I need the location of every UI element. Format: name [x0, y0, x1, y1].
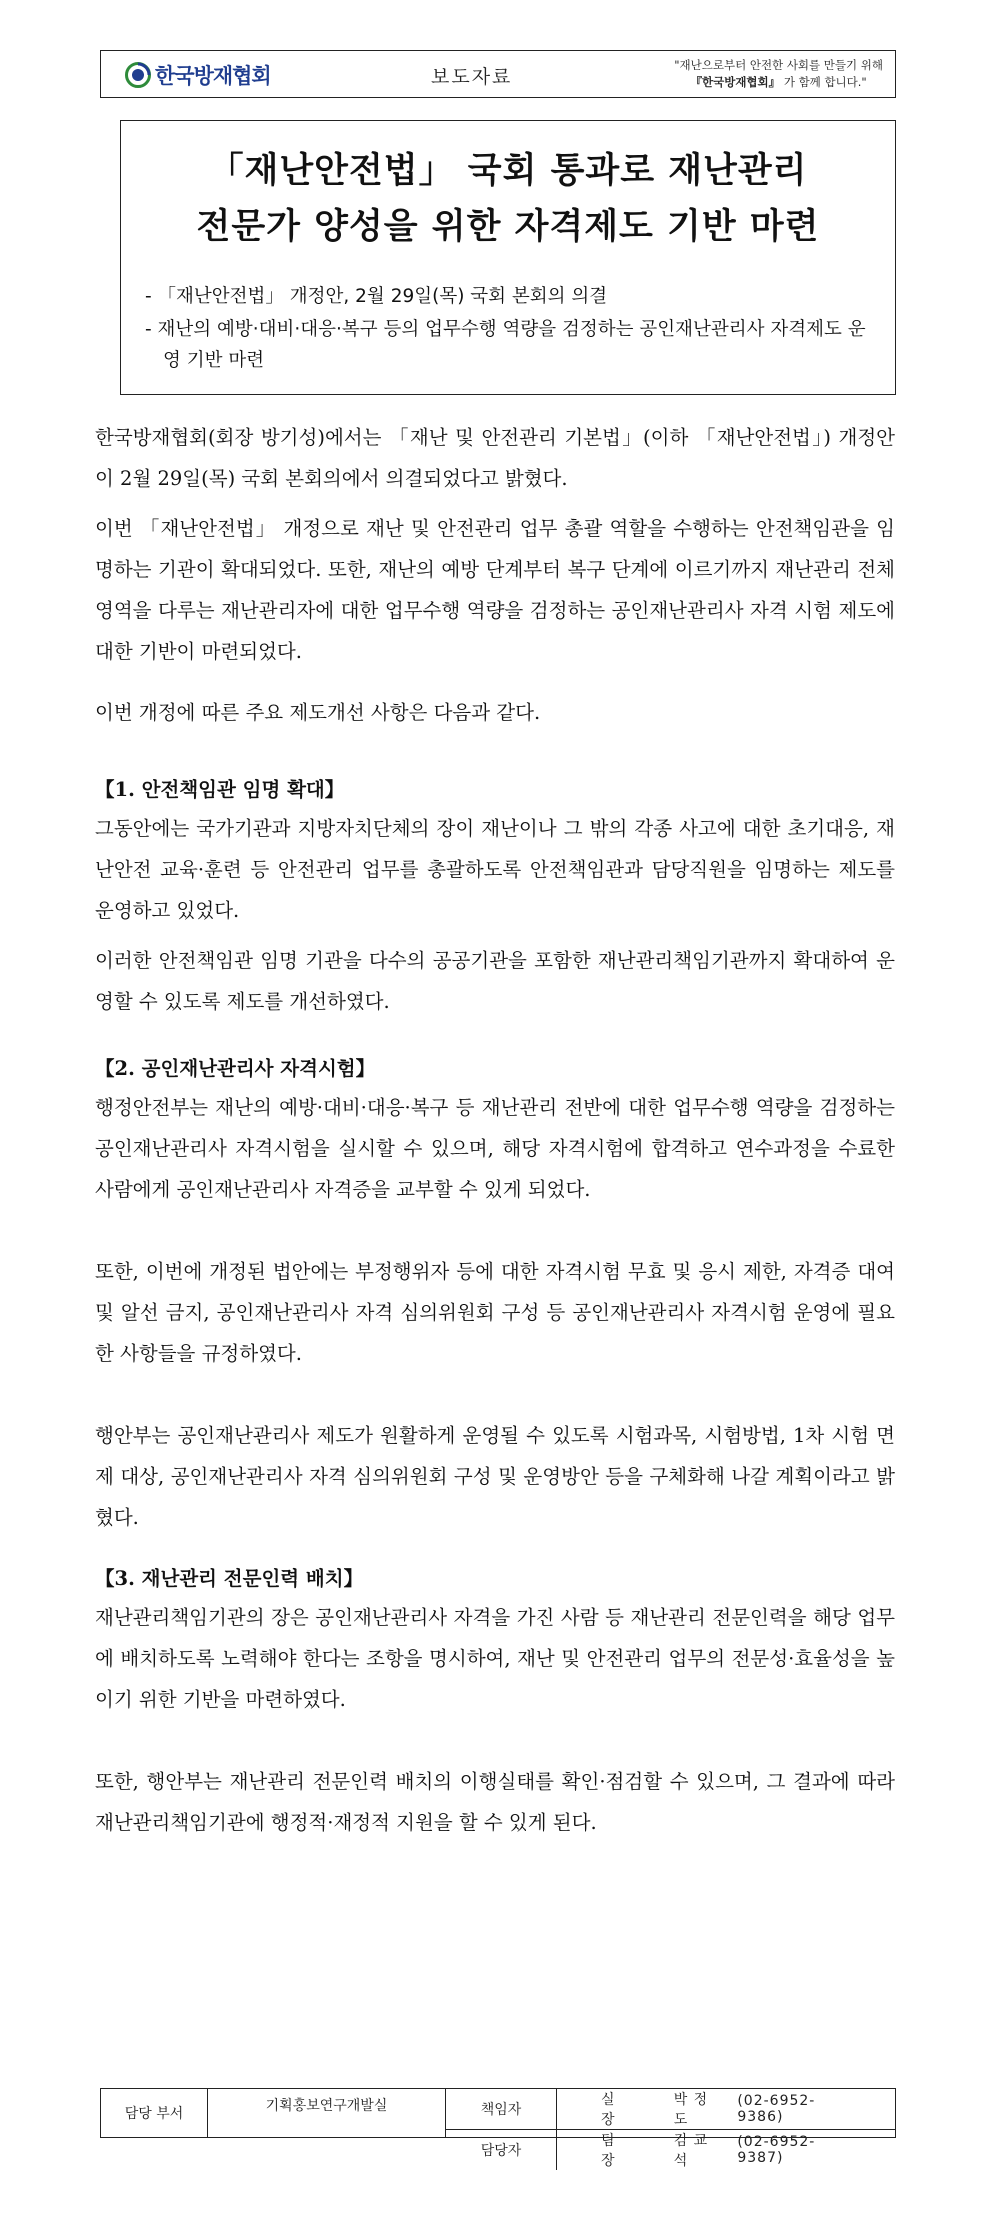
article-body [95, 417, 895, 1852]
section-2-paragraph-3: 행안부는 공인재난관리사 제도가 원활하게 운영될 수 있도록 시험과목, 시험방법, 1차 시험 면제 대상, 공인재난관리사 자격 심의위원회 구성 및 운영방안 등을 구체화해 나갈 계획이라고 밝혔다. [95, 1424, 895, 1529]
section-1-title: 【1. 안전책임관 임명 확대】 [95, 778, 345, 801]
dept-name: 기획홍보연구개발실 [208, 2089, 446, 2137]
headline [121, 143, 895, 255]
contact-person [557, 2089, 895, 2129]
org-slogan [674, 57, 883, 91]
paragraph-intro-3: 이번 개정에 따른 주요 제도개선 사항은 다음과 같다. [95, 701, 541, 724]
contact-table [100, 2088, 896, 2169]
headline-box [120, 120, 896, 395]
paragraph-intro-2: 이번 「재난안전법」 개정으로 재난 및 안전관리 업무 총괄 역할을 수행하는 안전책임관을 임명하는 기관이 확대되었다. 또한, 재난의 예방 단계부터 복구 단계에 이르기까지 재난관리 전체 영역을 다루는 재난관리자에 대한 업무수행 역량을 검정하는 공인재난관리사 자격 시험 제도에 대한 기반이 마련되었다. [95, 517, 895, 663]
contact-person [557, 2130, 895, 2170]
contact-title: 팀 장 [601, 2133, 616, 2169]
section-2-title: 【2. 공인재난관리사 자격시험】 [95, 1057, 376, 1080]
slogan-line-2 [674, 74, 883, 91]
summary-bullet: - 재난의 예방·대비·대응·복구 등의 업무수행 역량을 검정하는 공인재난관리사 자격제도 운영 기반 마련 [145, 319, 866, 371]
headline-line-2: 전문가 양성을 위한 자격제도 기반 마련 [196, 207, 820, 247]
section-1-paragraph-1: 그동안에는 국가기관과 지방자치단체의 장이 재난이나 그 밖의 각종 사고에 대한 초기대응, 재난안전 교육·훈련 등 안전관리 업무를 총괄하도록 안전책임관과 담당직원을 임명하는 제도를 운영하고 있었다. [95, 817, 895, 922]
logo-emblem-icon [125, 62, 151, 88]
section-3-title: 【3. 재난관리 전문인력 배치】 [95, 1567, 364, 1590]
section-2-paragraph-1: 행정안전부는 재난의 예방·대비·대응·복구 등 재난관리 전반에 대한 업무수행 역량을 검정하는 공인재난관리사 자격시험을 실시할 수 있으며, 해당 자격시험에 합격하고 연수과정을 수료한 사람에게 공인재난관리사 자격증을 교부할 수 있게 되었다. [95, 1096, 895, 1201]
contact-rows [446, 2089, 895, 2169]
document-type-label: 보도자료 [431, 66, 513, 88]
press-header [100, 50, 896, 98]
section-3-paragraph-1: 재난관리책임기관의 장은 공인재난관리사 자격을 가진 사람 등 재난관리 전문인력을 해당 업무에 배치하도록 노력해야 한다는 조항을 명시하여, 재난 및 안전관리 업무의 전문성·효율성을 높이기 위한 기반을 마련하였다. [95, 1606, 895, 1711]
contact-name: 김 교 석 [673, 2133, 709, 2169]
summary-bullets [145, 281, 879, 378]
slogan-tail: 가 함께 합니다." [783, 75, 867, 89]
headline-line-1: 「재난안전법」 국회 통과로 재난관리 [208, 151, 808, 191]
contact-row [446, 2089, 895, 2129]
paragraph-intro-1: 한국방재협회(회장 방기성)에서는 「재난 및 안전관리 기본법」(이하 「재난안전법」) 개정안이 2월 29일(목) 국회 본회의에서 의결되었다고 밝혔다. [95, 426, 895, 490]
section-3-paragraph-2: 또한, 행안부는 재난관리 전문인력 배치의 이행실태를 확인·점검할 수 있으며, 그 결과에 따라 재난관리책임기관에 행정적·재정적 지원을 할 수 있게 된다. [95, 1770, 895, 1834]
contact-row [446, 2129, 895, 2170]
dept-label: 담당 부서 [101, 2089, 208, 2137]
slogan-org-name: 『한국방재협회』 [690, 75, 781, 89]
section-2-paragraph-2: 또한, 이번에 개정된 법안에는 부정행위자 등에 대한 자격시험 무효 및 응시 제한, 자격증 대여 및 알선 금지, 공인재난관리사 자격 심의위원회 구성 등 공인재난관리사 자격시험 운영에 필요한 사항들을 규정하였다. [95, 1260, 895, 1365]
contact-title: 실 장 [601, 2092, 616, 2128]
contact-phone: (02-6952-9387) [737, 2134, 816, 2166]
contact-name: 박 정 도 [673, 2092, 709, 2128]
contact-role: 책임자 [446, 2089, 557, 2129]
logo-text: 한국방재협회 [155, 64, 271, 88]
summary-bullet: - 「재난안전법」 개정안, 2월 29일(목) 국회 본회의 의결 [145, 286, 608, 307]
contact-phone: (02-6952-9386) [737, 2093, 816, 2125]
slogan-line-1: "재난으로부터 안전한 사회를 만들기 위해 [674, 58, 883, 72]
contact-role: 담당자 [446, 2130, 557, 2170]
section-1-paragraph-2: 이러한 안전책임관 임명 기관을 다수의 공공기관을 포함한 재난관리책임기관까지 확대하여 운영할 수 있도록 제도를 개선하였다. [95, 949, 895, 1013]
org-logo [125, 60, 271, 90]
